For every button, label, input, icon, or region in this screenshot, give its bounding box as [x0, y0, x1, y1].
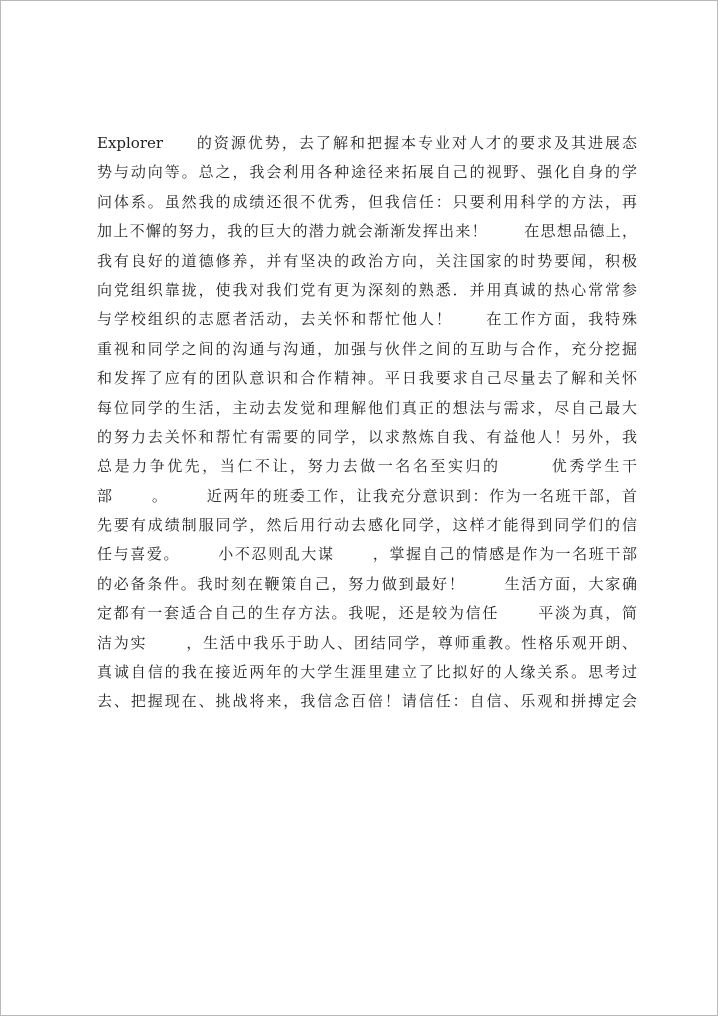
- text-line: 我有良好的道德修养，并有坚决的政治方向，关注国家的时势要闻，积极: [97, 251, 637, 270]
- text-line: 定都有一套适合自己的生存方法。我呢，还是较为信任 平淡为真，简: [97, 604, 637, 623]
- text-line: 去、把握现在、挑战将来，我信念百倍！请信任：自信、乐观和拼搏定会: [97, 692, 637, 711]
- text-line: 部 。 近两年的班委工作，让我充分意识到：作为一名班干部，首: [97, 486, 637, 505]
- text-line: 加上不懈的努力，我的巨大的潜力就会渐渐发挥出来！ 在思想品德上，: [97, 222, 637, 241]
- text-line: 向党组织靠拢，使我对我们党有更为深刻的熟悉．并用真诚的热心常常参: [97, 280, 637, 299]
- text-line: 洁为实 ，生活中我乐于助人、团结同学，尊师重教。性格乐观开朗、: [97, 633, 637, 652]
- text-line: 问体系。虽然我的成绩还很不优秀，但我信任：只要利用科学的方法，再: [97, 192, 637, 211]
- text-line: 真诚自信的我在接近两年的大学生涯里建立了比拟好的人缘关系。思考过: [97, 663, 637, 682]
- text-line: 的努力去关怀和帮忙有需要的同学，以求熬炼自我、有益他人！另外，我: [97, 427, 637, 446]
- text-line: Explorer 的资源优势，去了解和把握本专业对人才的要求及其进展态: [97, 134, 637, 152]
- text-line: 总是力争优先，当仁不让，努力去做一名名至实归的 优秀学生干: [97, 457, 637, 476]
- text-line: 势与动向等。总之，我会利用各种途径来拓展自己的视野、强化自身的学: [97, 163, 637, 182]
- text-line: 重视和同学之间的沟通与沟通，加强与伙伴之间的互助与合作，充分挖掘: [97, 339, 637, 358]
- text-line: 任与喜爱。 小不忍则乱大谋 ，掌握自己的情感是作为一名班干部: [97, 545, 637, 564]
- body-text: [97, 129, 637, 717]
- text-line: 与学校组织的志愿者活动，去关怀和帮忙他人！ 在工作方面，我特殊: [97, 310, 637, 329]
- text-line: 和发挥了应有的团队意识和合作精神。平日我要求自己尽量去了解和关怀: [97, 369, 637, 388]
- text-line: 每位同学的生活，主动去发觉和理解他们真正的想法与需求，尽自己最大: [97, 398, 637, 417]
- text-line: 的必备条件。我时刻在鞭策自己，努力做到最好！ 生活方面，大家确: [97, 574, 637, 593]
- text-line: 先要有成绩制服同学，然后用行动去感化同学，这样才能得到同学们的信: [97, 516, 637, 535]
